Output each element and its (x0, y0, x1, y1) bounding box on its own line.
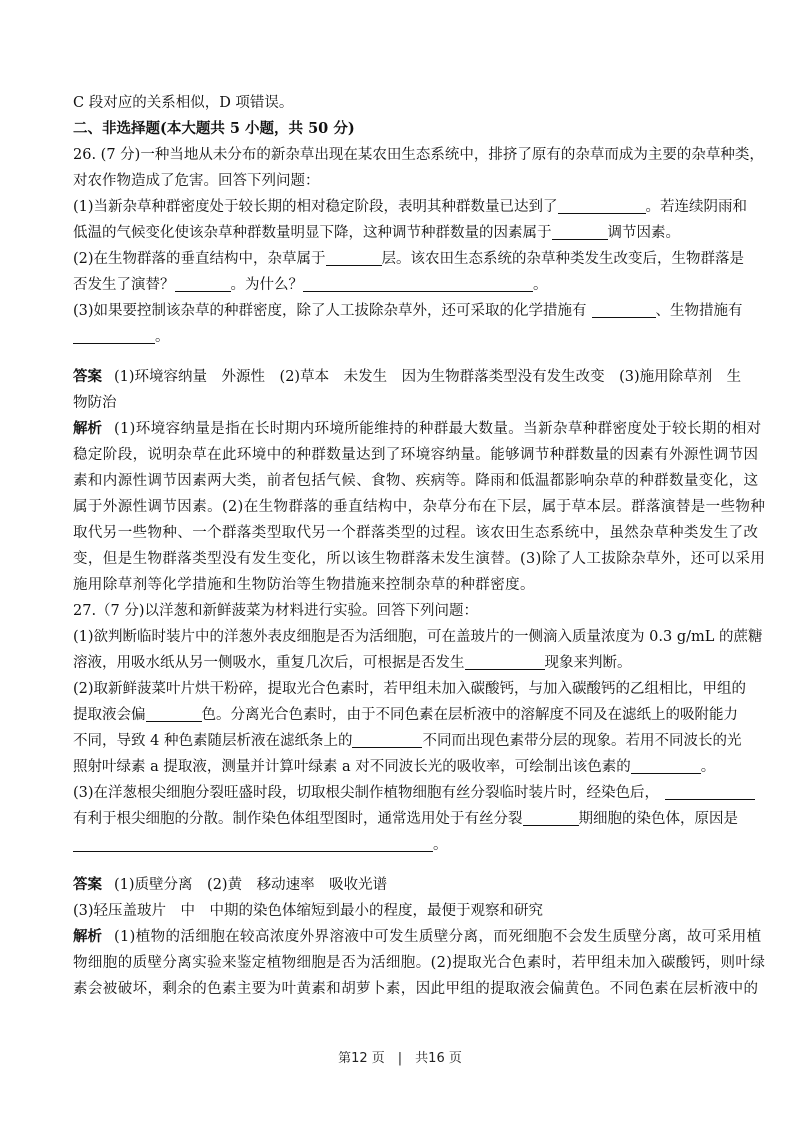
question-27-part3-cont (73, 832, 729, 858)
spacer (73, 858, 729, 872)
answer-27 (73, 872, 729, 924)
question-27-part2: (2)取新鲜菠菜叶片烘干粉碎，提取光合色素时，若甲组未加入碳酸钙，与加入碳酸钙的乙组相比，甲组的 (73, 681, 747, 697)
text: (2)在生物群落的垂直结构中，杂草属于 (73, 251, 326, 267)
question-27-part2-cont (73, 754, 729, 780)
text: 提取液会偏 (73, 707, 146, 723)
answer-label: 答案 (73, 368, 102, 385)
text: 。 (433, 837, 448, 853)
question-26-part2 (73, 246, 745, 272)
answer-text: (1)环境容纳量 外源性 (2)草本 未发生 因为生物群落类型没有发生改变 (3)施用除草剂 生 (114, 369, 742, 385)
explanation-text: (1)植物的活细胞在较高浓度外界溶液中可发生质壁分离，而死细胞不会发生质壁分离，故可采用植 (114, 929, 762, 945)
text: 、生物措施有 (655, 303, 743, 319)
section-heading: 二、非选择题(本大题共 5 小题，共 50 分) (73, 120, 355, 137)
question-27-stem: 27.（7 分)以洋葱和新鲜菠菜为材料进行实验。回答下列问题： (73, 603, 479, 619)
page-content (73, 90, 766, 1002)
text: (3)在洋葱根尖细胞分裂旺盛时段，切取根尖制作植物细胞有丝分裂临时装片时，经染色后， (73, 785, 660, 801)
answer-blank (303, 275, 533, 292)
question-27-part3-cont (73, 806, 738, 832)
answer-blank (665, 783, 755, 800)
explanation-text: 稳定阶段，说明杂草在此环境中的种群数量达到了环境容纳量。能够调节种群数量的因素有外源性调节因 (73, 447, 759, 463)
question-27-part2-cont (73, 702, 738, 728)
text: (1)当新杂草种群密度处于较长期的相对稳定阶段，表明其种群数量已达到了 (73, 199, 558, 215)
question-27-part1-cont (73, 650, 729, 676)
text-line: C 段对应的关系相似，D 项错误。 (73, 95, 294, 111)
explanation-text: 属于外源性调节因素。(2)在生物群落的垂直结构中，杂草分布在下层，属于草本层。群落演替是一些物种 (73, 499, 766, 515)
answer-blank (631, 757, 701, 774)
explanation-27 (73, 924, 766, 1002)
answer-blank (146, 705, 202, 722)
explanation-label: 解析 (73, 420, 102, 437)
question-26-part3 (73, 298, 743, 324)
text: 。若连续阴雨和 (645, 199, 748, 215)
answer-text: (3)轻压盖玻片 中 中期的染色体缩短到最小的程度，最便于观察和研究 (73, 903, 544, 919)
question-27-part3 (73, 780, 729, 806)
text: 。为什么？ (230, 277, 303, 293)
text: 色。分离光合色素时，由于不同色素在层析液中的溶解度不同及在滤纸上的吸附能力 (201, 707, 738, 723)
answer-blank (523, 809, 579, 826)
question-26-part1-cont (73, 220, 729, 246)
answer-blank (558, 197, 646, 214)
explanation-text: 取代另一些物种、一个群落类型取代另一个群落类型的过程。该农田生态系统中，虽然杂草种类发生了改 (73, 525, 759, 541)
question-27-part1: (1)欲判断临时装片中的洋葱外表皮细胞是否为活细胞，可在盖玻片的一侧滴入质量浓度为 0.3 g/mL 的蔗糖 (73, 629, 763, 645)
explanation-text: 素和内源性调节因素两大类，前者包括气候、食物、疾病等。降雨和低温都影响杂草的种群数量变化，这 (73, 473, 759, 489)
text: 。 (533, 277, 548, 293)
answer-blank (465, 653, 545, 670)
explanation-text: 施用除草剂等化学措施和生物防治等生物措施来控制杂草的种群密度。 (73, 577, 535, 593)
answer-blank (592, 301, 656, 318)
text: 不同而出现色素带分层的现象。若用不同波长的光 (422, 733, 742, 749)
text: 层。该农田生态系统的杂草种类发生改变后，生物群落是 (381, 251, 745, 267)
text: 。 (155, 329, 170, 345)
text: 不同，导致 4 种色素随层析液在滤纸条上的 (73, 733, 353, 749)
answer-blank (552, 223, 608, 240)
text: 。 (700, 759, 716, 775)
answer-blank (175, 275, 231, 292)
text: 期细胞的染色体，原因是 (578, 811, 738, 827)
question-27-part2-cont (73, 728, 742, 754)
answer-text: 物防治 (73, 395, 117, 411)
question-26-part3-cont (73, 324, 729, 350)
page-footer: 第12 页 | 共16 页 (338, 1051, 462, 1066)
answer-text: (1)质壁分离 (2)黄 移动速率 吸收光谱 (114, 877, 388, 893)
text: 有利于根尖细胞的分散。制作染色体组型图时，通常选用处于有丝分裂 (73, 811, 523, 827)
answer-26 (73, 364, 742, 416)
explanation-26 (73, 416, 766, 598)
explanation-text: (1)环境容纳量是指在长时期内环境所能维持的种群最大数量。当新杂草种群密度处于较长期的相对 (114, 421, 762, 437)
text: 低温的气候变化使该杂草种群数量明显下降，这种调节种群数量的因素属于 (73, 225, 552, 241)
text: 调节因素。 (607, 225, 680, 241)
text: (3)如果要控制该杂草的种群密度，除了人工拔除杂草外，还可采取的化学措施有 (73, 303, 587, 319)
explanation-label: 解析 (73, 928, 102, 945)
text: 否发生了演替？ (73, 277, 175, 293)
explanation-text: 变，但是生物群落类型没有发生变化，所以该生物群落未发生演替。(3)除了人工拔除杂草外，还可以采用 (73, 551, 766, 567)
question-26-part2-cont (73, 272, 729, 298)
text: 现象来判断。 (544, 655, 632, 671)
answer-blank (326, 249, 382, 266)
answer-blank (73, 835, 433, 852)
answer-label: 答案 (73, 876, 102, 893)
question-26-stem-cont: 对农作物造成了危害。回答下列问题： (73, 173, 320, 189)
explanation-text: 素会被破坏，剩余的色素主要为叶黄素和胡萝卜素，因此甲组的提取液会偏黄色。不同色素在层析液中的 (73, 981, 759, 997)
text: 溶液，用吸水纸从另一侧吸水，重复几次后，可根据是否发生 (73, 655, 465, 671)
question-26-part1 (73, 194, 748, 220)
text: 照射叶绿素 a 提取液，测量并计算叶绿素 a 对不同波长光的吸收率，可绘制出该色素的 (73, 759, 631, 775)
question-26-stem: 26. (7 分)一种当地从未分布的新杂草出现在某农田生态系统中，排挤了原有的杂草而成为主要的杂草种类， (73, 147, 764, 163)
answer-blank (352, 731, 422, 748)
explanation-text: 物细胞的质壁分离实验来鉴定植物细胞是否为活细胞。(2)提取光合色素时，若甲组未加入碳酸钙，则叶绿 (73, 955, 766, 971)
spacer (73, 350, 729, 364)
answer-blank (73, 327, 155, 344)
